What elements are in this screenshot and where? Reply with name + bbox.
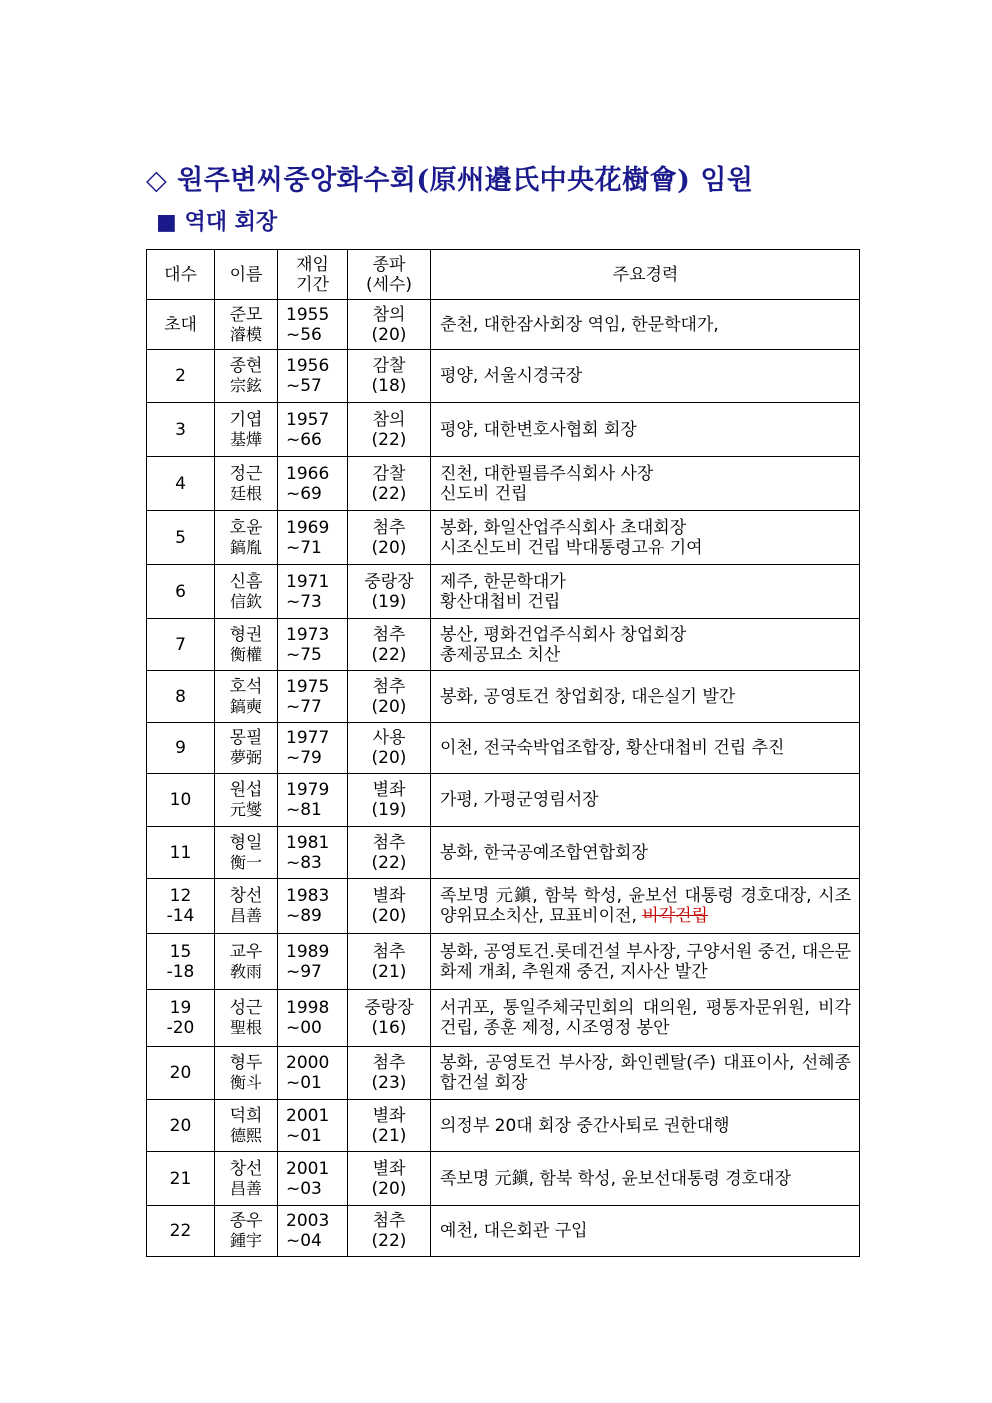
- generation: (20): [371, 1178, 407, 1199]
- name-korean: 창선: [229, 886, 263, 906]
- period-start: 2003: [286, 1211, 330, 1231]
- term-cell: [147, 774, 215, 827]
- career-text: 봉화, 공영토건 부사장, 화인렌탈(주) 대표이사, 선혜종합건설 회장: [440, 1053, 851, 1093]
- career-text: 가평, 가평군영림서장: [440, 790, 599, 810]
- career-cell: [431, 827, 860, 879]
- branch-cell: [348, 457, 431, 511]
- table-row: [147, 827, 860, 879]
- generation: (20): [371, 906, 407, 926]
- generation: (20): [371, 537, 407, 558]
- career-text: 봉산, 평화건업주식회사 창업회장 총제공묘소 치산: [440, 624, 687, 665]
- generation: (21): [371, 961, 407, 982]
- career-cell: [431, 350, 860, 403]
- name-hanja: 元燮: [229, 800, 262, 819]
- name-hanja: 宗鉉: [229, 376, 262, 395]
- period-end: ~66: [286, 429, 322, 450]
- name-cell: [215, 565, 278, 619]
- period-start: 1966: [286, 463, 330, 484]
- career-cell: [431, 403, 860, 457]
- period-start: 2001: [286, 1158, 330, 1179]
- name-cell: [215, 511, 278, 565]
- name-hanja: 德熙: [229, 1125, 262, 1145]
- name-cell: [215, 774, 278, 827]
- table-row: [147, 1152, 860, 1206]
- name-hanja: 衡一: [229, 852, 262, 872]
- name-cell: [215, 723, 278, 774]
- branch-name: 감찰: [372, 463, 406, 484]
- name-hanja: 昌善: [229, 906, 262, 925]
- term-cell: [147, 827, 215, 879]
- period-cell: [278, 1047, 348, 1100]
- term-cell: [147, 300, 215, 350]
- name-cell: [215, 671, 278, 723]
- period-cell: [278, 511, 348, 565]
- table-row: [147, 1100, 860, 1152]
- branch-name: 참의: [372, 409, 406, 430]
- branch-cell: [348, 300, 431, 350]
- career-text: 평양, 대한변호사협회 회장: [440, 419, 637, 440]
- table-row: [147, 565, 860, 619]
- generation: (23): [371, 1073, 407, 1093]
- period-cell: [278, 1100, 348, 1152]
- career-text: 서귀포, 통일주체국민회의 대의원, 평통자문위원, 비각건립, 종훈 제정, 시조영정 봉안: [440, 998, 851, 1038]
- term-number: 19: [169, 998, 192, 1018]
- period-cell: [278, 723, 348, 774]
- career-text: 평양, 서울시경국장: [440, 366, 583, 386]
- career-cell: [431, 565, 860, 619]
- name-cell: [215, 619, 278, 671]
- branch-name: 중랑장: [364, 998, 414, 1018]
- branch-cell: [348, 1047, 431, 1100]
- name-korean: 몽필: [229, 728, 263, 748]
- branch-cell: [348, 1206, 431, 1257]
- period-end: ~97: [286, 961, 322, 982]
- name-korean: 기엽: [229, 409, 263, 430]
- career-text: 봉화, 공영토건.롯데건설 부사장, 구양서원 중건, 대은문화제 개최, 추원재 중건, 지사산 발간: [440, 941, 851, 982]
- career-cell: [431, 934, 860, 990]
- name-cell: [215, 1047, 278, 1100]
- period-end: ~57: [286, 376, 322, 396]
- branch-cell: [348, 671, 431, 723]
- term-number: 15: [169, 941, 192, 962]
- branch-cell: [348, 511, 431, 565]
- period-cell: [278, 457, 348, 511]
- name-cell: [215, 990, 278, 1047]
- name-cell: [215, 827, 278, 879]
- period-cell: [278, 827, 348, 879]
- career-text: 봉화, 한국공예조합연합회장: [440, 842, 648, 863]
- name-hanja: 鎬奭: [229, 696, 262, 716]
- career-text: 족보명 元鎭, 함북 학성, 윤보선 대통령 경호대장, 시조양위묘소치산, 묘표비이전,: [440, 886, 851, 926]
- table-row: [147, 403, 860, 457]
- term-range-end: -20: [166, 1018, 195, 1038]
- name-korean: 교우: [229, 941, 263, 962]
- header-period-line2: 기간: [296, 274, 329, 295]
- name-cell: [215, 934, 278, 990]
- table-row: [147, 300, 860, 350]
- period-start: 1971: [286, 571, 330, 592]
- period-cell: [278, 1206, 348, 1257]
- name-hanja: 聖根: [229, 1018, 262, 1037]
- period-cell: [278, 300, 348, 350]
- period-end: ~83: [286, 852, 322, 873]
- table-row: [147, 350, 860, 403]
- period-end: ~89: [286, 906, 322, 926]
- branch-cell: [348, 827, 431, 879]
- branch-name: 첨추: [372, 832, 406, 853]
- career-cell: [431, 1047, 860, 1100]
- name-cell: [215, 1152, 278, 1206]
- generation: (16): [371, 1018, 407, 1038]
- career-text: 이천, 전국숙박업조합장, 황산대첩비 건립 추진: [440, 738, 785, 758]
- term-number: 3: [175, 419, 186, 440]
- career-text: 제주, 한문학대가 황산대첩비 건립: [440, 571, 566, 612]
- period-start: 1981: [286, 832, 330, 853]
- period-end: ~56: [286, 324, 322, 345]
- name-korean: 신흠: [229, 571, 263, 592]
- period-cell: [278, 879, 348, 934]
- period-end: ~04: [286, 1231, 322, 1251]
- header-branch-line1: 종파: [372, 254, 406, 275]
- term-cell: [147, 723, 215, 774]
- term-number: 20: [169, 1115, 192, 1136]
- term-number: 20: [169, 1063, 192, 1083]
- career-cell: [431, 990, 860, 1047]
- branch-name: 첨추: [372, 1053, 406, 1073]
- generation: (18): [371, 376, 407, 396]
- generation: (22): [371, 852, 407, 873]
- header-period-line1: 재임: [296, 254, 329, 275]
- term-cell: [147, 879, 215, 934]
- period-cell: [278, 934, 348, 990]
- period-end: ~81: [286, 800, 322, 820]
- period-start: 2000: [286, 1053, 330, 1073]
- period-cell: [278, 990, 348, 1047]
- term-number: 7: [175, 634, 186, 655]
- career-cell: [431, 879, 860, 934]
- period-cell: [278, 350, 348, 403]
- name-korean: 형두: [229, 1053, 263, 1073]
- table-row: [147, 457, 860, 511]
- name-hanja: 基燁: [229, 429, 262, 449]
- period-end: ~79: [286, 748, 322, 768]
- career-cell: [431, 1206, 860, 1257]
- term-cell: [147, 1152, 215, 1206]
- table-row: [147, 774, 860, 827]
- branch-name: 참의: [372, 304, 406, 325]
- name-hanja: 夢弼: [229, 748, 262, 767]
- name-cell: [215, 1100, 278, 1152]
- career-text: 봉화, 화일산업주식회사 초대회장 시조신도비 건립 박대통령고유 기여: [440, 517, 703, 558]
- branch-cell: [348, 723, 431, 774]
- term-cell: [147, 1206, 215, 1257]
- header-period: [278, 250, 348, 300]
- name-cell: [215, 879, 278, 934]
- period-end: ~00: [286, 1018, 322, 1038]
- career-cell: [431, 457, 860, 511]
- period-start: 1957: [286, 409, 330, 430]
- career-text: 의정부 20대 회장 중간사퇴로 권한대행: [440, 1115, 730, 1136]
- name-korean: 종현: [229, 356, 263, 376]
- table-row: [147, 1047, 860, 1100]
- table-row: [147, 934, 860, 990]
- term-number: 2: [175, 366, 186, 386]
- header-term: 대수: [147, 250, 215, 300]
- career-text: 진천, 대한필름주식회사 사장 신도비 건립: [440, 463, 654, 504]
- table-row: [147, 671, 860, 723]
- term-range-end: -14: [166, 906, 195, 926]
- header-branch: [348, 250, 431, 300]
- branch-cell: [348, 990, 431, 1047]
- table-header-row: [147, 250, 860, 300]
- period-end: ~01: [286, 1073, 322, 1093]
- name-korean: 준모: [229, 304, 263, 325]
- period-end: ~73: [286, 591, 322, 612]
- name-hanja: 濬模: [229, 324, 262, 344]
- name-hanja: 信欽: [229, 591, 262, 611]
- name-korean: 종우: [229, 1211, 263, 1231]
- name-korean: 정근: [229, 463, 263, 484]
- period-cell: [278, 619, 348, 671]
- term-cell: [147, 671, 215, 723]
- branch-name: 중랑장: [364, 571, 414, 592]
- branch-cell: [348, 934, 431, 990]
- term-number: 9: [175, 738, 186, 758]
- branch-name: 별좌: [372, 1105, 406, 1126]
- table-row: [147, 619, 860, 671]
- branch-name: 별좌: [372, 780, 406, 800]
- generation: (22): [371, 644, 407, 665]
- name-korean: 원섭: [229, 780, 263, 800]
- period-end: ~71: [286, 537, 322, 558]
- branch-name: 사용: [372, 728, 406, 748]
- table-row: [147, 990, 860, 1047]
- period-start: 1983: [286, 886, 330, 906]
- generation: (19): [371, 591, 407, 612]
- term-number: 21: [169, 1168, 192, 1189]
- name-korean: 형일: [229, 832, 263, 853]
- branch-cell: [348, 565, 431, 619]
- branch-name: 별좌: [372, 1158, 406, 1179]
- career-cell: [431, 300, 860, 350]
- term-cell: [147, 990, 215, 1047]
- name-cell: [215, 1206, 278, 1257]
- term-cell: [147, 619, 215, 671]
- career-cell: [431, 619, 860, 671]
- generation: (22): [371, 429, 407, 450]
- term-range-end: -18: [166, 961, 195, 982]
- generation: (20): [371, 748, 407, 768]
- term-cell: [147, 511, 215, 565]
- period-end: ~01: [286, 1125, 322, 1146]
- period-end: ~03: [286, 1178, 322, 1199]
- branch-name: 첨추: [372, 941, 406, 962]
- section-subtitle: ■ 역대 회장: [156, 209, 278, 235]
- career-text: 봉화, 공영토건 창업회장, 대은실기 발간: [440, 686, 736, 707]
- name-hanja: 廷根: [229, 483, 262, 503]
- term-cell: [147, 457, 215, 511]
- branch-cell: [348, 774, 431, 827]
- term-number: 10: [169, 790, 192, 810]
- term-cell: [147, 934, 215, 990]
- generation: (20): [371, 324, 407, 345]
- name-korean: 성근: [229, 998, 263, 1018]
- branch-cell: [348, 350, 431, 403]
- term-number: 11: [169, 842, 192, 863]
- period-start: 1977: [286, 728, 330, 748]
- generation: (21): [371, 1125, 407, 1146]
- period-start: 1975: [286, 676, 330, 697]
- branch-cell: [348, 619, 431, 671]
- period-start: 2001: [286, 1105, 330, 1126]
- period-start: 1969: [286, 517, 330, 538]
- career-cell: [431, 511, 860, 565]
- period-start: 1955: [286, 304, 330, 325]
- career-cell: [431, 1152, 860, 1206]
- branch-name: 별좌: [372, 886, 406, 906]
- branch-name: 첨추: [372, 1211, 406, 1231]
- career-text: 족보명 元鎭, 함북 학성, 윤보선대통령 경호대장: [440, 1168, 791, 1189]
- period-end: ~75: [286, 644, 322, 665]
- presidents-table: [146, 249, 860, 1257]
- name-korean: 창선: [229, 1158, 263, 1179]
- generation: (22): [371, 1231, 407, 1251]
- period-start: 1998: [286, 998, 330, 1018]
- name-hanja: 昌善: [229, 1178, 262, 1198]
- period-cell: [278, 565, 348, 619]
- branch-name: 감찰: [372, 356, 406, 376]
- career-strikethrough: 비각건립: [642, 906, 708, 926]
- period-start: 1973: [286, 624, 330, 645]
- period-cell: [278, 774, 348, 827]
- table-row: [147, 511, 860, 565]
- branch-cell: [348, 1100, 431, 1152]
- term-number: 초대: [164, 314, 197, 335]
- term-cell: [147, 403, 215, 457]
- period-cell: [278, 1152, 348, 1206]
- period-end: ~69: [286, 483, 322, 504]
- generation: (20): [371, 696, 407, 717]
- table-row: [147, 1206, 860, 1257]
- name-korean: 덕희: [229, 1105, 263, 1126]
- header-career: 주요경력: [431, 250, 860, 300]
- career-cell: [431, 774, 860, 827]
- name-korean: 호윤: [229, 517, 263, 538]
- name-cell: [215, 403, 278, 457]
- term-number: 22: [169, 1221, 192, 1241]
- term-number: 5: [175, 527, 186, 548]
- period-start: 1956: [286, 356, 330, 376]
- term-cell: [147, 350, 215, 403]
- branch-name: 첨추: [372, 517, 406, 538]
- name-hanja: 敎雨: [229, 961, 262, 981]
- period-start: 1989: [286, 941, 330, 962]
- term-cell: [147, 565, 215, 619]
- period-start: 1979: [286, 780, 330, 800]
- career-cell: [431, 723, 860, 774]
- generation: (22): [371, 483, 407, 504]
- name-cell: [215, 300, 278, 350]
- period-cell: [278, 403, 348, 457]
- period-end: ~77: [286, 696, 322, 717]
- career-text: 예천, 대은회관 구입: [440, 1221, 588, 1241]
- period-cell: [278, 671, 348, 723]
- term-cell: [147, 1100, 215, 1152]
- page-title: ◇ 원주변씨중앙화수회(原州邉氏中央花樹會) 임원: [146, 165, 754, 196]
- table-row: [147, 879, 860, 934]
- career-cell: [431, 1100, 860, 1152]
- branch-cell: [348, 879, 431, 934]
- name-korean: 호석: [229, 676, 263, 697]
- term-number: 4: [175, 473, 186, 494]
- table-row: [147, 723, 860, 774]
- name-cell: [215, 350, 278, 403]
- name-hanja: 鎬胤: [229, 537, 262, 557]
- term-cell: [147, 1047, 215, 1100]
- term-number: 12: [169, 886, 192, 906]
- name-cell: [215, 457, 278, 511]
- branch-name: 첨추: [372, 624, 406, 645]
- branch-cell: [348, 403, 431, 457]
- career-cell: [431, 671, 860, 723]
- career-text: 춘천, 대한잠사회장 역임, 한문학대가,: [440, 314, 719, 335]
- generation: (19): [371, 800, 407, 820]
- name-hanja: 鍾宇: [229, 1231, 262, 1250]
- term-number: 8: [175, 686, 186, 707]
- name-korean: 형권: [229, 624, 263, 645]
- branch-name: 첨추: [372, 676, 406, 697]
- header-name: 이름: [215, 250, 278, 300]
- name-hanja: 衡權: [229, 644, 262, 664]
- name-hanja: 衡斗: [229, 1073, 262, 1092]
- header-branch-line2: (세수): [365, 274, 413, 295]
- term-number: 6: [175, 581, 186, 602]
- branch-cell: [348, 1152, 431, 1206]
